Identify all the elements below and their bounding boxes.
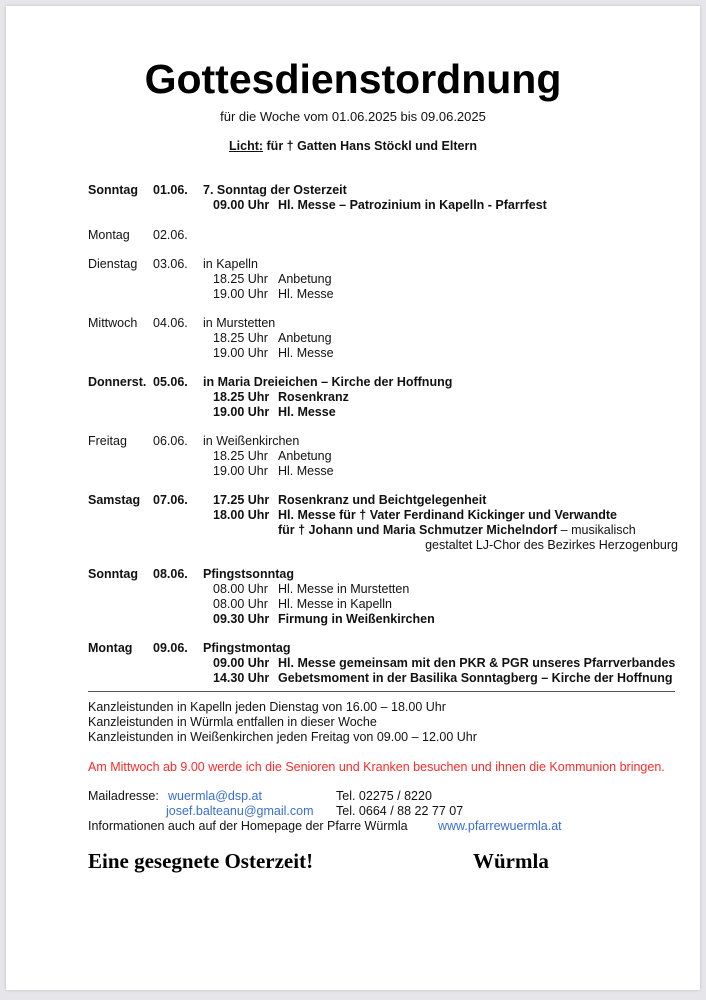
entry-time: 09.30 Uhr — [213, 612, 270, 626]
entry-time: 18.25 Uhr — [213, 331, 268, 345]
day-date: 01.06. — [153, 183, 188, 197]
closing-place: Würmla — [473, 849, 549, 873]
entry-desc: Hl. Messe — [278, 464, 334, 478]
entry-desc: Firmung in Weißenkirchen — [278, 612, 435, 626]
day-date: 02.06. — [153, 228, 188, 242]
day-heading: Pfingstsonntag — [203, 567, 294, 581]
day-date: 07.06. — [153, 493, 188, 507]
day-heading: Pfingstmontag — [203, 641, 291, 655]
day-heading: 7. Sonntag der Osterzeit — [203, 183, 347, 197]
day-name: Mittwoch — [88, 316, 138, 330]
entry-desc: Anbetung — [278, 331, 332, 345]
email-link-parish[interactable]: wuermla@dsp.at — [168, 789, 262, 803]
day-name: Sonntag — [88, 567, 138, 581]
day-date: 03.06. — [153, 257, 188, 271]
week-range: für die Woche vom 01.06.2025 bis 09.06.2025 — [220, 109, 486, 124]
office-hours-line: Kanzleistunden in Weißenkirchen jeden Freitag von 09.00 – 12.00 Uhr — [88, 730, 477, 744]
day-name: Samstag — [88, 493, 141, 507]
day-heading: in Kapelln — [203, 257, 258, 271]
licht-label: Licht: — [229, 139, 264, 153]
day-date: 05.06. — [153, 375, 188, 389]
entry-time: 19.00 Uhr — [213, 287, 268, 301]
office-hours-line: Kanzleistunden in Würmla entfallen in dieser Woche — [88, 715, 377, 729]
office-hours-line: Kanzleistunden in Kapelln jeden Dienstag von 16.00 – 18.00 Uhr — [88, 700, 446, 714]
day-name: Freitag — [88, 434, 127, 448]
day-name: Sonntag — [88, 183, 138, 197]
entry-desc: Hl. Messe in Kapelln — [278, 597, 392, 611]
entry-time: 19.00 Uhr — [213, 346, 268, 360]
page-title: Gottesdienstordnung — [144, 56, 562, 102]
day-heading: in Maria Dreieichen – Kirche der Hoffnung — [203, 375, 453, 389]
entry-time: 08.00 Uhr — [213, 597, 268, 611]
entry-desc: Rosenkranz und Beichtgelegenheit — [278, 493, 487, 507]
day-date: 06.06. — [153, 434, 188, 448]
entry-time: 18.25 Uhr — [213, 449, 268, 463]
entry-desc: Anbetung — [278, 449, 332, 463]
entry-time: 17.25 Uhr — [213, 493, 270, 507]
entry-time: 09.00 Uhr — [213, 656, 270, 670]
day-heading: in Murstetten — [203, 316, 276, 330]
entry-desc: Hl. Messe gemeinsam mit den PKR & PGR unseres Pfarrverbandes — [278, 656, 676, 670]
day-name: Dienstag — [88, 257, 138, 271]
phone-parish: Tel. 02275 / 8220 — [336, 789, 432, 803]
extra-intention: für † Johann und Maria Schmutzer Michelndorf — [278, 523, 558, 537]
homepage-info: Informationen auch auf der Homepage der Pfarre Würmla — [88, 819, 408, 833]
day-date: 04.06. — [153, 316, 188, 330]
entry-desc: Hl. Messe – Patrozinium in Kapelln - Pfarrfest — [278, 198, 547, 212]
day-date: 08.06. — [153, 567, 188, 581]
entry-extra-line2: gestaltet LJ-Chor des Bezirkes Herzogenburg — [425, 538, 678, 552]
closing-greeting: Eine gesegnete Osterzeit! — [88, 849, 314, 873]
extra-music: – musikalisch — [557, 523, 636, 537]
entry-time: 09.00 Uhr — [213, 198, 270, 212]
section-divider — [88, 691, 675, 692]
licht-text: für † Gatten Hans Stöckl und Eltern — [263, 139, 477, 153]
phone-priest: Tel. 0664 / 88 22 77 07 — [336, 804, 464, 818]
entry-desc: Hl. Messe für † Vater Ferdinand Kickinger und Verwandte — [278, 508, 617, 522]
entry-desc: Rosenkranz — [278, 390, 349, 404]
day-name: Donnerst. — [88, 375, 147, 389]
website-link[interactable]: www.pfarrewuermla.at — [438, 819, 562, 833]
entry-time: 18.25 Uhr — [213, 272, 268, 286]
document-page — [6, 6, 700, 990]
entry-time: 08.00 Uhr — [213, 582, 268, 596]
entry-time: 14.30 Uhr — [213, 671, 270, 685]
entry-extra — [278, 523, 636, 538]
entry-desc: Anbetung — [278, 272, 332, 286]
visit-notice: Am Mittwoch ab 9.00 werde ich die Senioren und Kranken besuchen und ihnen die Kommunion bringen. — [88, 760, 665, 774]
mail-label: Mailadresse: — [88, 789, 159, 803]
entry-desc: Hl. Messe — [278, 405, 336, 419]
entry-desc: Hl. Messe in Murstetten — [278, 582, 410, 596]
entry-time: 19.00 Uhr — [213, 405, 270, 419]
entry-desc: Hl. Messe — [278, 346, 334, 360]
entry-time: 19.00 Uhr — [213, 464, 268, 478]
day-heading: in Weißenkirchen — [203, 434, 300, 448]
day-name: Montag — [88, 228, 130, 242]
day-name: Montag — [88, 641, 133, 655]
entry-desc: Gebetsmoment in der Basilika Sonntagberg – Kirche der Hoffnung — [278, 671, 673, 685]
email-link-priest[interactable]: josef.balteanu@gmail.com — [166, 804, 314, 818]
licht-intention — [6, 139, 700, 153]
entry-desc: Hl. Messe — [278, 287, 334, 301]
day-date: 09.06. — [153, 641, 188, 655]
entry-time: 18.00 Uhr — [213, 508, 270, 522]
entry-time: 18.25 Uhr — [213, 390, 270, 404]
